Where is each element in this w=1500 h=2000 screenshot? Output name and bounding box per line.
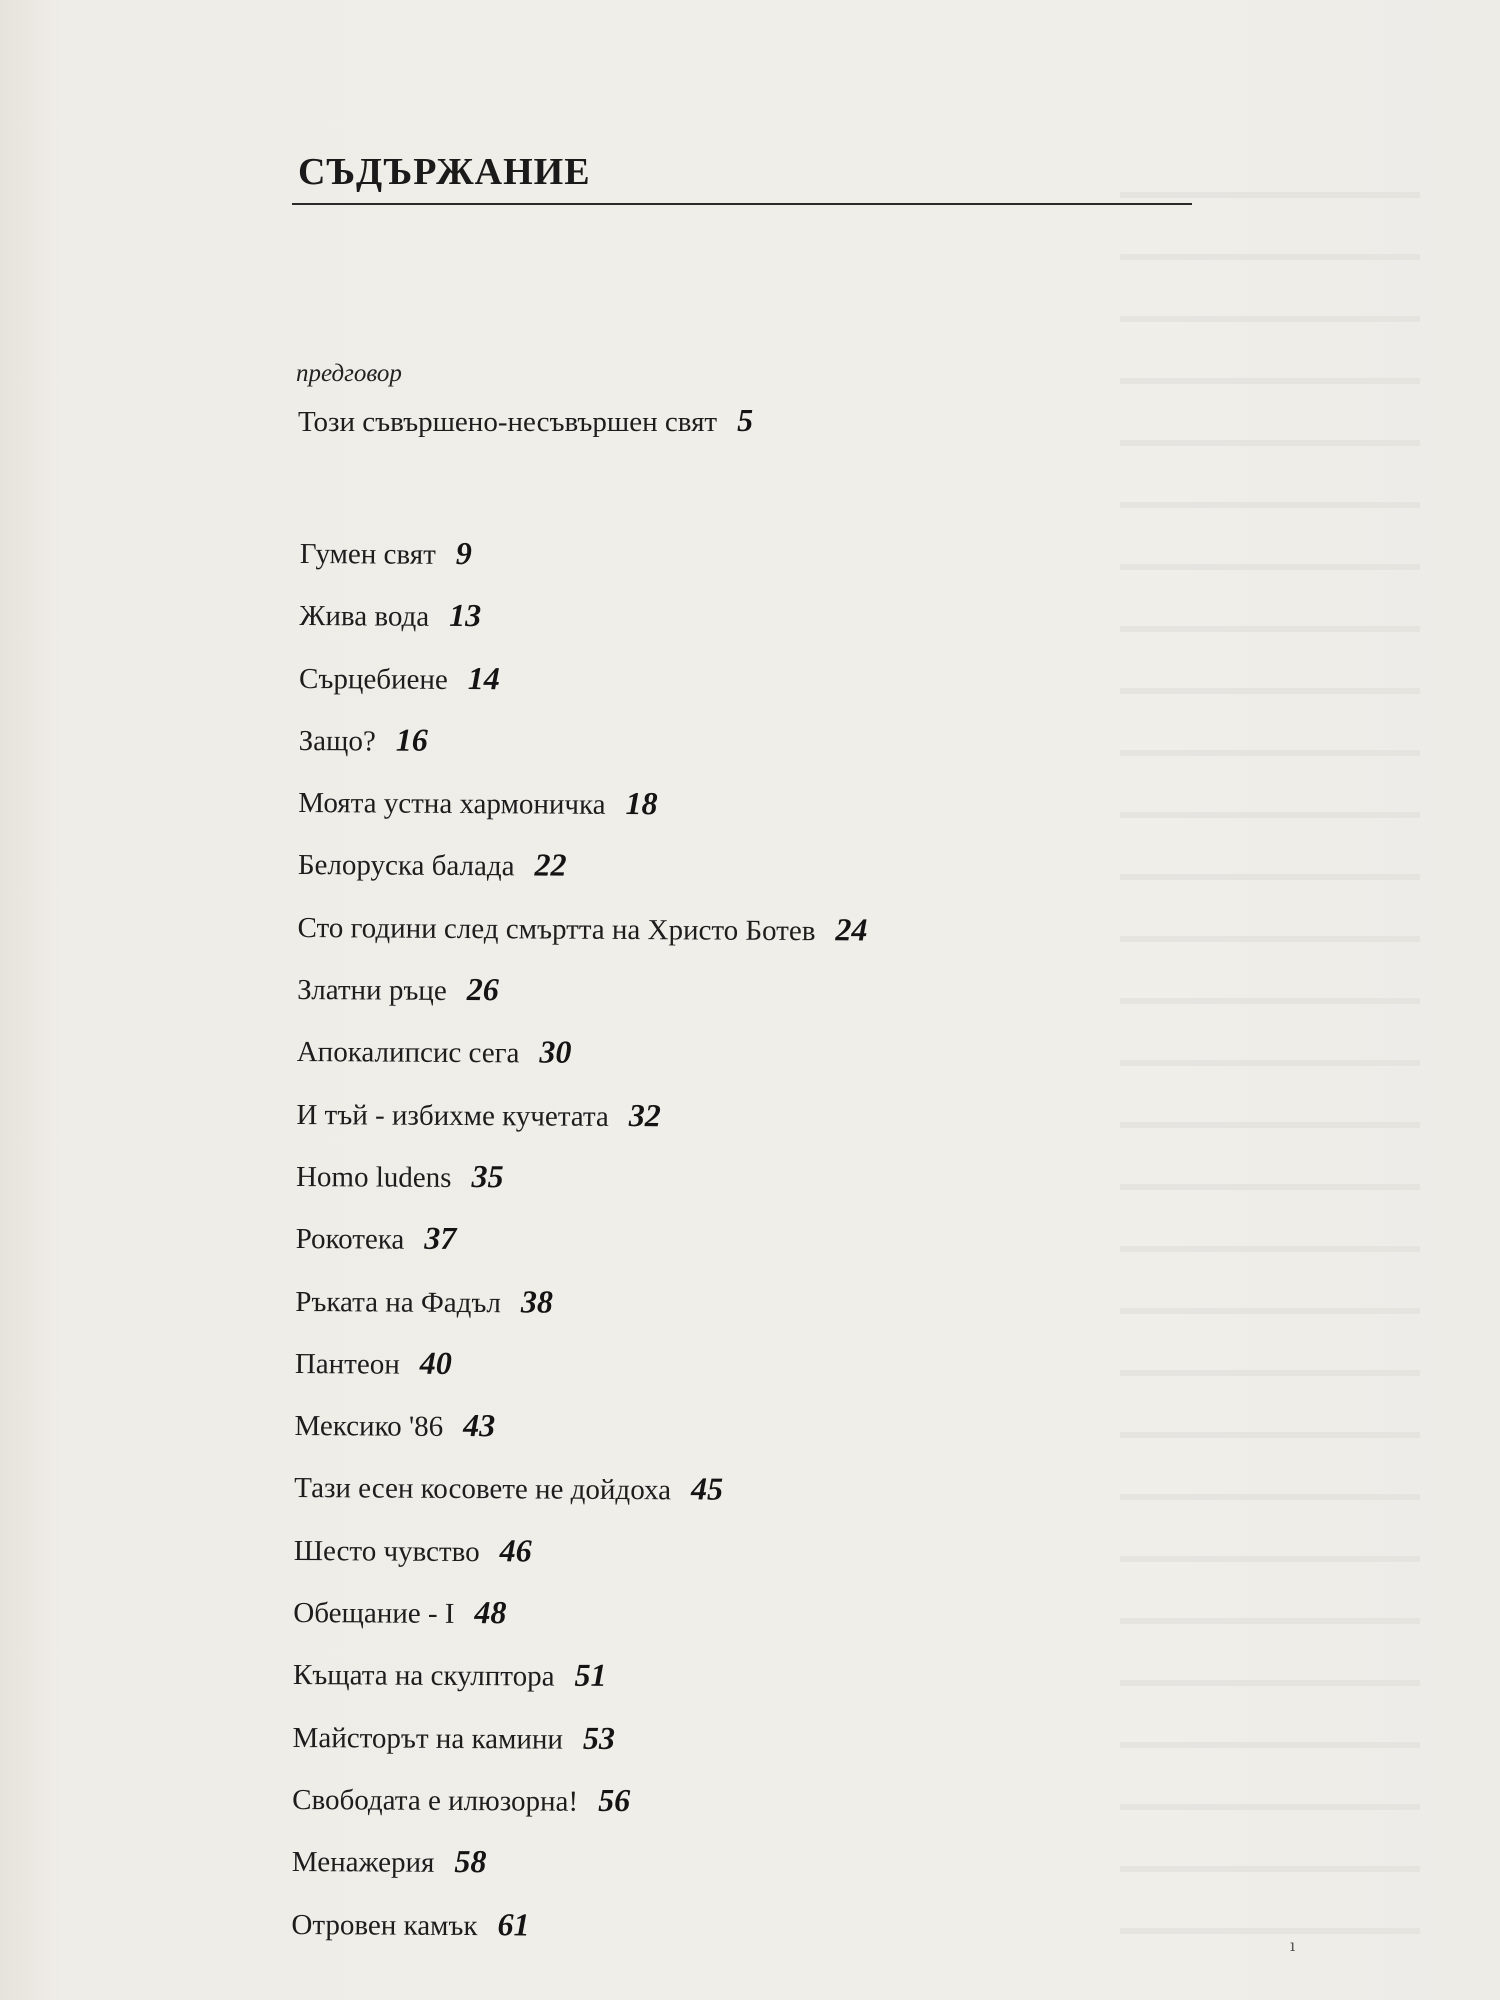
preface-title: Този съвършено-несъвършен свят xyxy=(298,406,718,438)
toc-entry-title: Менажерия xyxy=(291,1846,435,1880)
toc-entry xyxy=(297,1025,867,1091)
toc-entry xyxy=(298,776,868,842)
toc-entry-title: Рокотека xyxy=(295,1223,405,1256)
toc-entry-page: 30 xyxy=(539,1033,572,1071)
toc-entry xyxy=(298,714,868,780)
preface-page-number: 5 xyxy=(737,402,754,438)
toc-entry xyxy=(293,1586,863,1652)
toc-entry xyxy=(291,1898,861,1964)
toc-entry-title: Моята устна хармоничка xyxy=(298,787,606,822)
toc-entry-title: Ръката на Фадъл xyxy=(295,1285,502,1319)
preface-entry xyxy=(298,402,753,439)
toc-entry xyxy=(294,1399,864,1465)
toc-entry-page: 48 xyxy=(474,1594,507,1631)
toc-entry-title: Златни ръце xyxy=(297,974,447,1007)
toc-entry-page: 40 xyxy=(419,1344,452,1381)
toc-entry-title: Гумен свят xyxy=(299,537,436,571)
toc-entry-title: Белоруска балада xyxy=(297,849,515,883)
toc-entry-title: Защо? xyxy=(298,724,376,758)
toc-entry-title: Свободата е илюзорна! xyxy=(292,1783,579,1818)
toc-entry xyxy=(294,1461,864,1527)
toc-entry xyxy=(299,589,869,655)
toc-entry xyxy=(298,838,868,904)
toc-list xyxy=(291,527,870,1963)
preface-label: предговор xyxy=(296,360,402,387)
toc-entry xyxy=(292,1773,862,1839)
toc-entry-title: Майсторът на камини xyxy=(292,1721,564,1756)
toc-entry-title: Тази есен косовете не дойдоха xyxy=(294,1472,672,1507)
toc-entry-title: И тъй - избихме кучетата xyxy=(296,1098,609,1133)
toc-entry xyxy=(300,527,870,593)
toc-entry-title: Homo ludens xyxy=(295,1160,452,1194)
title-rule xyxy=(292,203,1192,205)
toc-entry-page: 18 xyxy=(625,785,658,822)
toc-entry-page: 45 xyxy=(690,1470,724,1508)
toc-entry xyxy=(295,1212,865,1278)
toc-entry-title: Обещание - I xyxy=(293,1597,455,1631)
toc-entry xyxy=(299,652,869,718)
toc-entry-page: 26 xyxy=(466,971,499,1008)
toc-entry xyxy=(296,1150,866,1216)
toc-entry xyxy=(292,1711,862,1777)
toc-entry-page: 9 xyxy=(455,534,472,572)
page-title: СЪДЪРЖАНИЕ xyxy=(298,151,591,193)
toc-entry-title: Мексико '86 xyxy=(294,1410,444,1444)
show-through-text xyxy=(1120,140,1420,1960)
toc-entry-page: 13 xyxy=(449,597,482,634)
toc-entry-title: Жива вода xyxy=(299,600,430,634)
toc-entry-title: Апокалипсис сега xyxy=(296,1036,520,1070)
toc-entry-page: 38 xyxy=(520,1282,554,1320)
toc-entry xyxy=(297,901,867,967)
toc-entry-title: Отровен камък xyxy=(291,1908,478,1942)
corner-mark: ı xyxy=(1290,1936,1296,1955)
toc-entry-page: 24 xyxy=(835,911,868,948)
toc-entry xyxy=(296,1088,866,1154)
toc-entry-title: Пантеон xyxy=(294,1347,400,1381)
toc-entry xyxy=(297,963,867,1029)
toc-entry-page: 58 xyxy=(454,1843,487,1880)
toc-entry-page: 56 xyxy=(598,1781,631,1818)
toc-entry xyxy=(292,1835,862,1901)
toc-entry xyxy=(293,1648,863,1714)
toc-entry-page: 51 xyxy=(574,1657,607,1694)
toc-entry-page: 61 xyxy=(497,1905,530,1942)
toc-entry-page: 22 xyxy=(534,846,567,884)
toc-entry xyxy=(295,1275,865,1341)
toc-entry-title: Сърцебиене xyxy=(298,662,448,696)
toc-entry-title: Шесто чувство xyxy=(293,1534,480,1568)
toc-entry-page: 35 xyxy=(471,1158,504,1195)
toc-entry-page: 43 xyxy=(463,1407,496,1444)
toc-entry-page: 37 xyxy=(424,1220,457,1257)
toc-entry-page: 53 xyxy=(582,1719,616,1756)
toc-entry-page: 14 xyxy=(467,659,500,696)
toc-entry-page: 16 xyxy=(395,721,428,758)
toc-entry-page: 46 xyxy=(499,1531,532,1569)
toc-entry-title: Сто години след смъртта на Христо Ботев xyxy=(297,911,816,947)
toc-entry-page: 32 xyxy=(628,1096,661,1133)
toc-entry xyxy=(295,1337,865,1403)
toc-entry-title: Къщата на скулптора xyxy=(292,1659,555,1693)
toc-entry xyxy=(294,1524,864,1590)
